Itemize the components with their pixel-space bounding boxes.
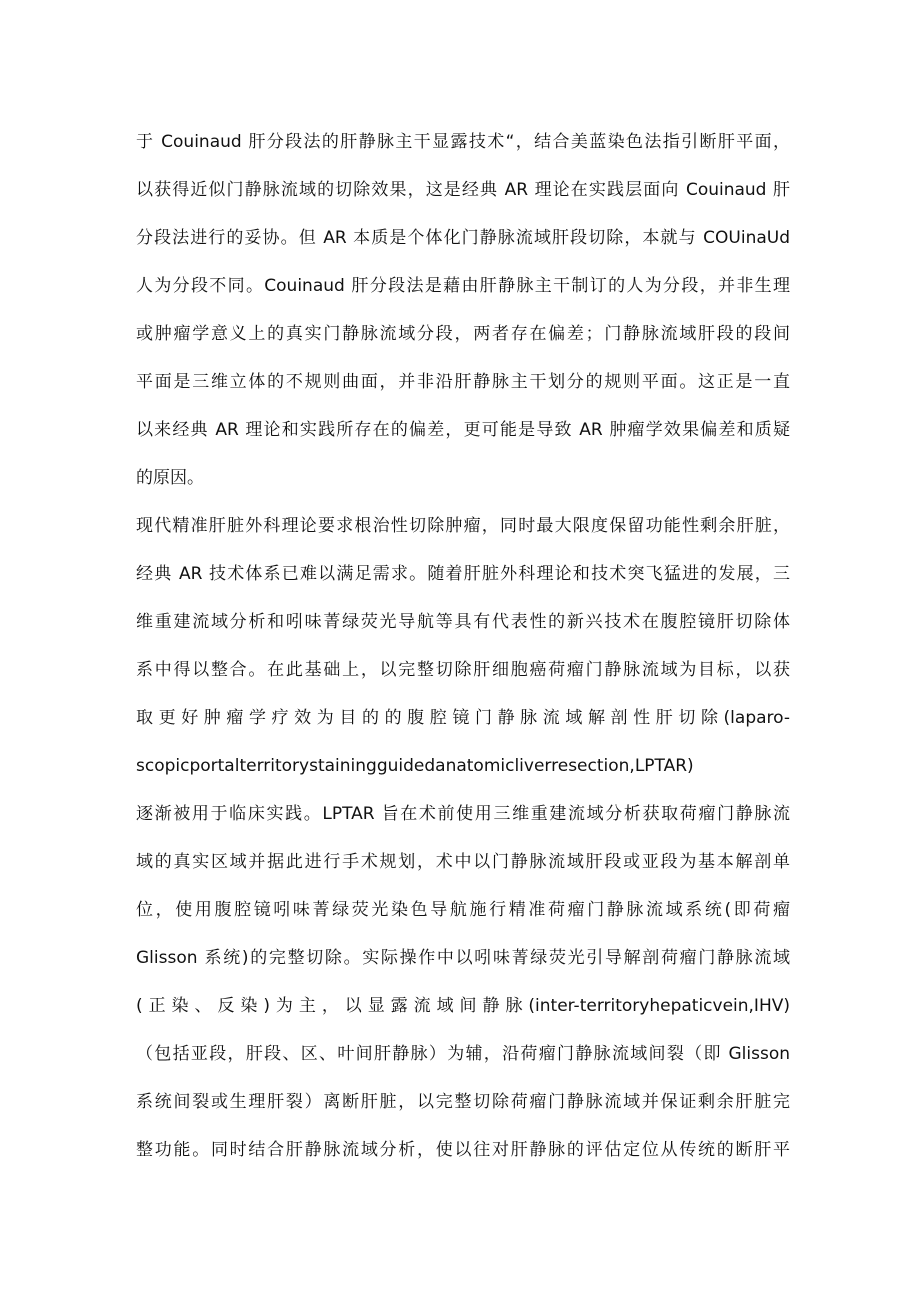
text-line: scopicportalterritorystainingguidedanatomicliverresection,LPTAR) bbox=[136, 756, 694, 776]
text-line: （包括亚段，肝段、区、叶间肝静脉）为辅，沿荷瘤门静脉流域间裂（即 Glisson bbox=[136, 1044, 790, 1064]
text-line: 或肿瘤学意义上的真实门静脉流域分段，两者存在偏差；门静脉流域肝段的段间 bbox=[136, 324, 790, 344]
text-line: 域的真实区域并据此进行手术规划，术中以门静脉流域肝段或亚段为基本解剖单 bbox=[136, 852, 790, 872]
text-line: 系中得以整合。在此基础上，以完整切除肝细胞癌荷瘤门静脉流域为目标，以获 bbox=[136, 660, 790, 680]
text-line: 位，使用腹腔镜吲味菁绿荧光染色导航施行精准荷瘤门静脉流域系统(即荷瘤 bbox=[136, 900, 790, 920]
text-line: 的原因。 bbox=[136, 468, 204, 488]
text-line: 于 Couinaud 肝分段法的肝静脉主干显露技术“，结合美蓝染色法指引断肝平面， bbox=[136, 132, 790, 152]
text-line: 系统间裂或生理肝裂）离断肝脏，以完整切除荷瘤门静脉流域并保证剩余肝脏完 bbox=[136, 1092, 790, 1112]
text-line: 取更好肿瘤学疗效为目的的腹腔镜门静脉流域解剖性肝切除(laparo- bbox=[136, 708, 790, 728]
text-line: 以来经典 AR 理论和实践所存在的偏差，更可能是导致 AR 肿瘤学效果偏差和质疑 bbox=[136, 420, 790, 440]
text-line: 以获得近似门静脉流域的切除效果，这是经典 AR 理论在实践层面向 Couinaud 肝 bbox=[136, 180, 790, 200]
text-line: 逐渐被用于临床实践。LPTAR 旨在术前使用三维重建流域分析获取荷瘤门静脉流 bbox=[136, 804, 790, 824]
body-text bbox=[136, 118, 790, 1174]
text-line: Glisson 系统)的完整切除。实际操作中以吲味菁绿荧光引导解剖荷瘤门静脉流域 bbox=[136, 948, 790, 968]
text-line: 分段法进行的妥协。但 AR 本质是个体化门静脉流域肝段切除，本就与 COUinaUd bbox=[136, 228, 790, 248]
text-line: 平面是三维立体的不规则曲面，并非沿肝静脉主干划分的规则平面。这正是一直 bbox=[136, 372, 790, 392]
text-line: (正染、反染)为主，以显露流域间静脉(inter-territoryhepaticvein,IHV) bbox=[136, 996, 790, 1016]
text-line: 经典 AR 技术体系已难以满足需求。随着肝脏外科理论和技术突飞猛进的发展，三 bbox=[136, 564, 790, 584]
text-line: 维重建流域分析和吲味菁绿荧光导航等具有代表性的新兴技术在腹腔镜肝切除体 bbox=[136, 612, 790, 632]
text-line: 人为分段不同。Couinaud 肝分段法是藉由肝静脉主干制订的人为分段，并非生理 bbox=[136, 276, 790, 296]
text-line: 现代精准肝脏外科理论要求根治性切除肿瘤，同时最大限度保留功能性剩余肝脏， bbox=[136, 516, 790, 536]
text-line: 整功能。同时结合肝静脉流域分析，使以往对肝静脉的评估定位从传统的断肝平 bbox=[136, 1140, 790, 1160]
